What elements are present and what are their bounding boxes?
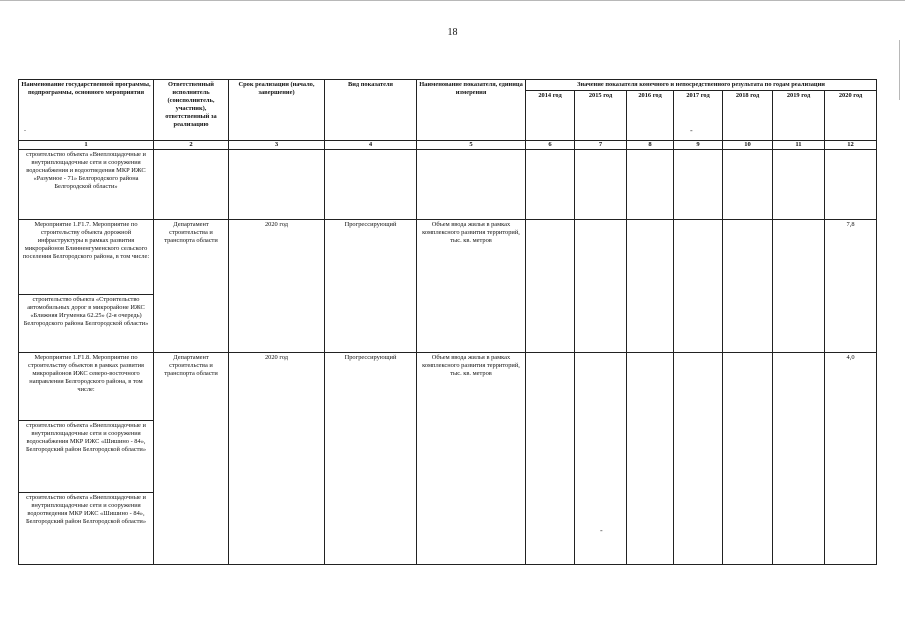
header-year-2016: 2016 год — [627, 91, 674, 141]
row-4-type: Прогрессирующий — [325, 353, 417, 565]
scan-artifact-right — [899, 40, 900, 100]
row-4-executor: Департамент строительства и транспорта области — [154, 353, 229, 565]
header-values-group: Значение показателя конечного и непосредственного результата по годам реализации — [526, 80, 877, 91]
header-indicator-name: Наименование показателя, единица измерения — [417, 80, 526, 141]
column-number: 2 — [154, 141, 229, 150]
column-number: 6 — [526, 141, 575, 150]
header-year-2017: 2017 год — [674, 91, 723, 141]
results-table — [18, 79, 877, 565]
header-program: Наименование государственной программы, подпрограммы, основного мероприятия — [19, 80, 154, 141]
column-number: 4 — [325, 141, 417, 150]
page-number: 18 — [447, 27, 458, 38]
header-indicator-type: Вид показателя — [325, 80, 417, 141]
row-2-period: 2020 год — [229, 220, 325, 353]
column-number: 8 — [627, 141, 674, 150]
header-year-2015: 2015 год — [575, 91, 627, 141]
column-number: 5 — [417, 141, 526, 150]
column-number: 12 — [825, 141, 877, 150]
header-year-2019: 2019 год — [773, 91, 825, 141]
row-4-period: 2020 год — [229, 353, 325, 565]
row-5-name: строительство объекта «Внеплощадочные и внутриплощадочные сети и сооружения водоснабжения МКР ИЖС «Шишино - 84», Белгородский район Белгородской области» — [19, 421, 154, 493]
header-executor: Ответственный исполнитель (соисполнитель, участник), ответственный за реализацию — [154, 80, 229, 141]
row-6-name: строительство объекта «Внеплощадочные и внутриплощадочные сети и сооружения водоотведения МКР ИЖС «Шишино - 84», Белгородский район Белгородской области» — [19, 493, 154, 565]
header-year-2014: 2014 год — [526, 91, 575, 141]
column-number: 11 — [773, 141, 825, 150]
table-row — [19, 220, 877, 295]
header-period: Срок реализации (начало, завершение) — [229, 80, 325, 141]
row-1-name: строительство объекта «Внеплощадочные и внутриплощадочные сети и сооружения водоснабжения и водоотведения МКР ИЖС «Разумное - 71» Белгородского района Белгородской области» — [19, 150, 154, 220]
row-4-value-2020: 4,0 — [825, 353, 877, 565]
column-number-row — [19, 141, 877, 150]
row-2-value-2020: 7,8 — [825, 220, 877, 353]
row-2-type: Прогрессирующий — [325, 220, 417, 353]
row-2-executor: Департамент строительства и транспорта области — [154, 220, 229, 353]
row-3-name: строительство объекта «Строительство автомобильных дорог в микрорайоне ИЖС «Ближняя Игуменка 62.25» (2-я очередь) Белгородского района Белгородской области» — [19, 295, 154, 353]
column-number: 1 — [19, 141, 154, 150]
column-number: 7 — [575, 141, 627, 150]
header-year-2018: 2018 год — [723, 91, 773, 141]
header-year-2020: 2020 год — [825, 91, 877, 141]
stray-mark: - — [600, 526, 603, 535]
column-number: 9 — [674, 141, 723, 150]
stray-mark: . — [24, 124, 26, 133]
stray-mark: - — [690, 126, 693, 135]
table-row — [19, 150, 877, 220]
column-number: 10 — [723, 141, 773, 150]
row-2-indicator: Объем ввода жилья в рамках комплексного развития территорий, тыс. кв. метров — [417, 220, 526, 353]
row-4-indicator: Объем ввода жилья в рамках комплексного развития территорий, тыс. кв. метров — [417, 353, 526, 565]
table-row — [19, 353, 877, 421]
row-2-name: Мероприятие 1.F1.7. Мероприятие по строительству объекта дорожной инфраструктуры в рамках развития микрорайонов Блинненгуменского сельского поселения Белгородского района, в том числе: — [19, 220, 154, 295]
row-4-name: Мероприятие 1.F1.8. Мероприятие по строительству объектов в рамках развития микрорайонов ИЖС северо-восточного направления Белгородского района, в том числе: — [19, 353, 154, 421]
column-number: 3 — [229, 141, 325, 150]
scan-artifact-top — [0, 0, 905, 1]
